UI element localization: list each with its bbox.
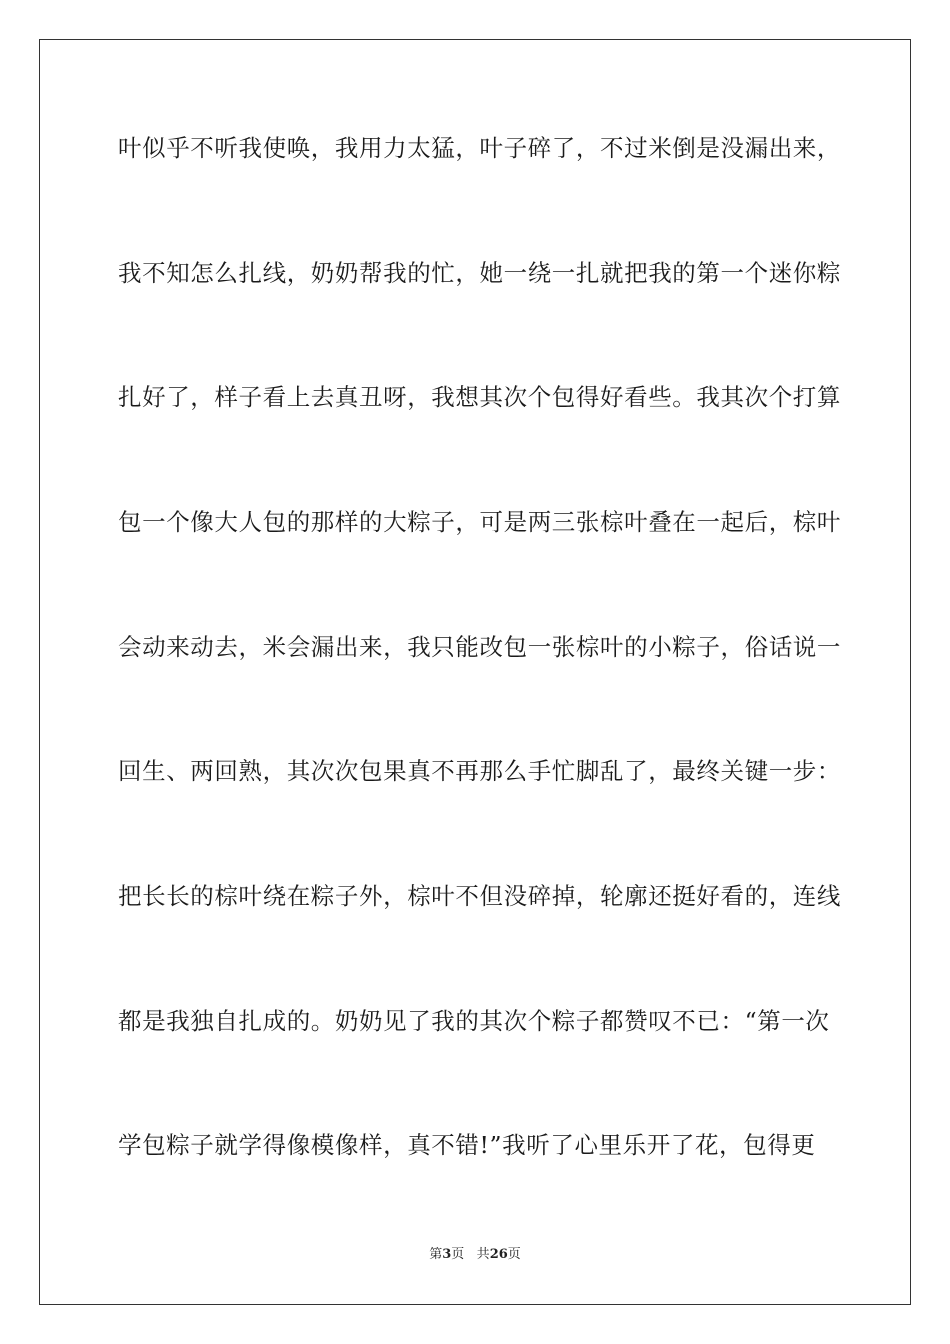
total-label-suffix: 页	[507, 1247, 521, 1262]
text-line: 包一个像大人包的那样的大粽子，可是两三张棕叶叠在一起后，棕叶	[118, 508, 841, 536]
page-number: 3	[442, 1247, 452, 1262]
text-line: 把长长的棕叶绕在粽子外，棕叶不但没碎掉，轮廓还挺好看的，连线	[118, 882, 841, 910]
text-line: 都是我独自扎成的。奶奶见了我的其次个粽子都赞叹不已：“第一次	[118, 1007, 830, 1035]
text-line: 扎好了，样子看上去真丑呀，我想其次个包得好看些。我其次个打算	[118, 383, 841, 411]
text-line: 会动来动去，米会漏出来，我只能改包一张棕叶的小粽子，俗话说一	[118, 633, 841, 661]
text-line: 回生、两回熟，其次次包果真不再那么手忙脚乱了，最终关键一步：	[118, 757, 841, 785]
total-label-prefix: 共	[476, 1247, 490, 1262]
text-line: 我不知怎么扎线，奶奶帮我的忙，她一绕一扎就把我的第一个迷你粽	[118, 259, 841, 287]
page-label-prefix: 第	[429, 1247, 443, 1262]
total-pages: 26	[489, 1247, 508, 1262]
page-footer	[0, 1246, 950, 1264]
text-line: 学包粽子就学得像模像样，真不错!”我听了心里乐开了花，包得更	[118, 1131, 816, 1159]
page-border	[39, 39, 911, 1305]
text-line: 叶似乎不听我使唤，我用力太猛，叶子碎了，不过米倒是没漏出来，	[118, 134, 841, 162]
page-label-suffix: 页	[451, 1247, 465, 1262]
